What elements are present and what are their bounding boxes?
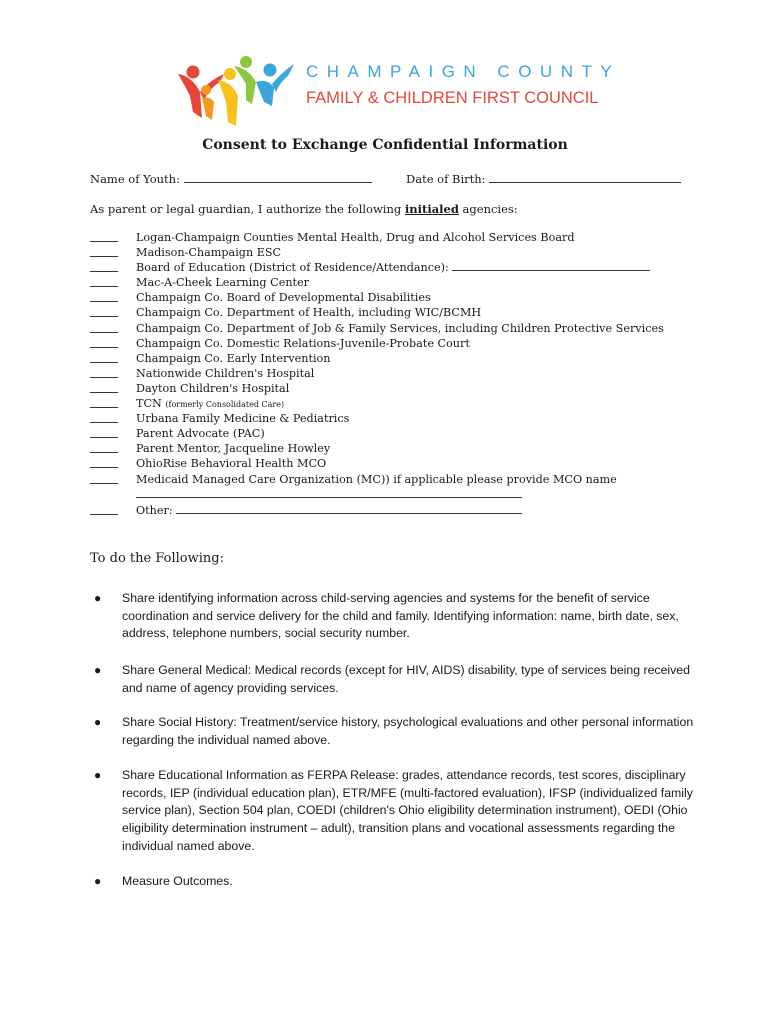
dob-field[interactable]: [489, 172, 681, 183]
list-item-text: Share identifying information across child-serving agencies and systems for the benefit of service coordination and service delivery for the child and family. Identifying information: name, birth date, sex, address, telephone numbers, social security number.: [122, 591, 679, 641]
agency-label: Champaign Co. Department of Job & Family Services, including Children Protective Services: [136, 321, 664, 335]
page-title: Consent to Exchange Confidential Information: [202, 137, 568, 153]
initial-line[interactable]: [90, 286, 118, 287]
initial-line[interactable]: [90, 514, 118, 515]
bullet-icon: ●: [94, 715, 102, 729]
initial-line[interactable]: [90, 332, 118, 333]
intro-text-after: agencies:: [462, 202, 518, 216]
initial-line[interactable]: [90, 347, 118, 348]
agency-label: Madison-Champaign ESC: [136, 246, 282, 260]
initial-line[interactable]: [90, 392, 118, 393]
agency-label: TCN (formerly Consolidated Care): [136, 397, 285, 411]
list-item-text: Share Educational Information as FERPA Release: grades, attendance records, test scores, disciplinary records, IEP (individual education plan), ETR/MFE (multi-factored evaluation), IFSP (individualized family service plan), Section 504 plan, COEDI (children's Ohio eligibility determination instrument), OEDI (Ohio eligibility determination instrument – adult), transition plans and vocational assessments regarding the individual named above.: [122, 768, 693, 853]
agency-label: Champaign Co. Department of Health, including WIC/BCMH: [136, 306, 482, 320]
agency-label: Urbana Family Medicine & Pediatrics: [136, 412, 350, 426]
bullet-icon: ●: [94, 768, 102, 782]
family-figures-icon: [176, 52, 301, 128]
youth-name-row: [90, 172, 372, 186]
initial-line[interactable]: [90, 316, 118, 317]
other-label: Other:: [136, 503, 173, 517]
district-field[interactable]: [452, 261, 650, 271]
agency-label: Mac-A-Cheek Learning Center: [136, 276, 309, 290]
agency-label: Dayton Children's Hospital: [136, 381, 290, 395]
logo-county-text: CHAMPAIGN COUNTY: [306, 62, 621, 81]
initial-line[interactable]: [90, 256, 118, 257]
todo-heading: To do the Following:: [90, 551, 224, 566]
other-field[interactable]: [176, 504, 522, 514]
bullet-icon: ●: [94, 663, 102, 677]
agency-label: Board of Education (District of Residence/Attendance):: [136, 261, 650, 274]
initial-line[interactable]: [90, 377, 118, 378]
dob-row: [406, 172, 681, 186]
agency-label: Champaign Co. Domestic Relations-Juvenile-Probate Court: [136, 336, 470, 350]
agency-label: Logan-Champaign Counties Mental Health, Drug and Alcohol Services Board: [136, 231, 575, 244]
initial-line[interactable]: [90, 362, 118, 363]
initial-line[interactable]: [90, 452, 118, 453]
agency-label: Champaign Co. Early Intervention: [136, 351, 331, 365]
logo-council-text: FAMILY & CHILDREN FIRST COUNCIL: [306, 89, 599, 107]
agency-label: Medicaid Managed Care Organization (MC)) if applicable please provide MCO name: [136, 472, 617, 486]
agency-label: Champaign Co. Board of Developmental Disabilities: [136, 291, 431, 305]
youth-name-field[interactable]: [184, 172, 372, 183]
initial-line[interactable]: [90, 483, 118, 484]
agency-label: Nationwide Children's Hospital: [136, 366, 315, 380]
initial-line[interactable]: [90, 301, 118, 302]
tcn-note: (formerly Consolidated Care): [165, 400, 285, 410]
agency-label: Parent Advocate (PAC): [136, 427, 265, 441]
dob-label: Date of Birth:: [406, 172, 486, 186]
list-item-text: Share Social History: Treatment/service history, psychological evaluations and other personal information regarding the individual named above.: [122, 715, 694, 747]
bullet-icon: ●: [94, 591, 102, 605]
youth-name-label: Name of Youth:: [90, 172, 180, 186]
initial-line[interactable]: [90, 422, 118, 423]
initial-line[interactable]: [90, 467, 118, 468]
other-label-wrap: [136, 504, 522, 517]
intro-emphasis: initialed: [404, 202, 459, 216]
initial-line[interactable]: [90, 241, 118, 242]
bullet-icon: ●: [94, 874, 102, 888]
initial-line[interactable]: [90, 407, 118, 408]
authorization-intro: [90, 202, 518, 216]
list-item-text: Measure Outcomes.: [122, 874, 233, 888]
initial-line[interactable]: [90, 437, 118, 438]
council-logo: [176, 52, 621, 128]
initial-line[interactable]: [90, 271, 118, 272]
agency-label: Parent Mentor, Jacqueline Howley: [136, 442, 331, 456]
agency-label: OhioRise Behavioral Health MCO: [136, 457, 327, 471]
list-item-text: Share General Medical: Medical records (except for HIV, AIDS) disability, type of services being received and name of agency providing services.: [122, 663, 690, 695]
intro-text-before: As parent or legal guardian, I authorize the following: [90, 202, 402, 216]
mco-name-field[interactable]: [136, 488, 522, 498]
